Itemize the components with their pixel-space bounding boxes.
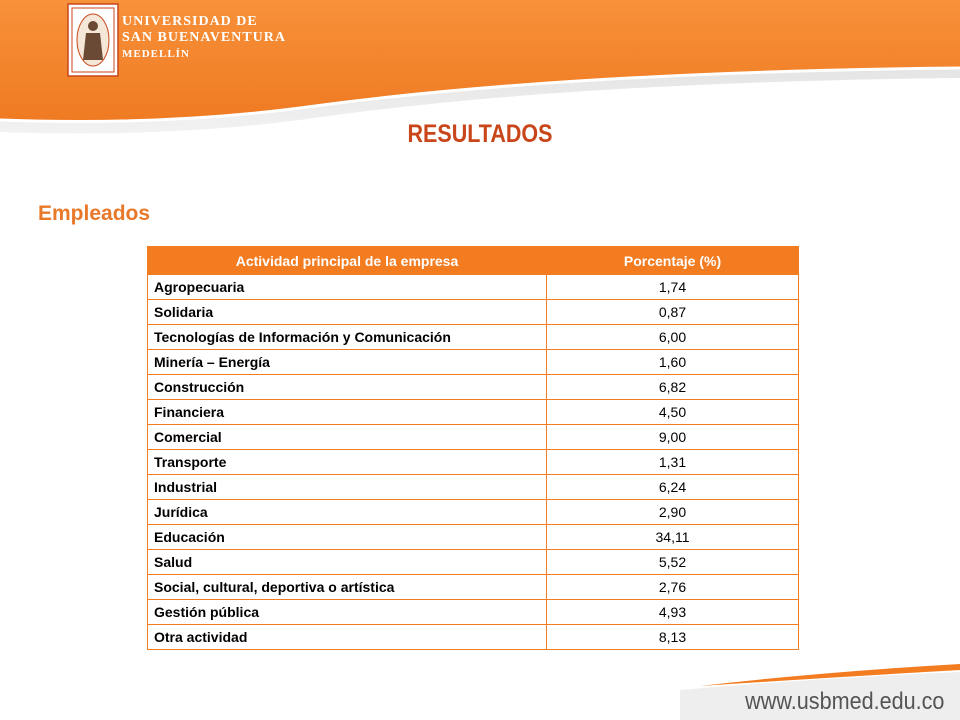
- percent-cell: 6,00: [547, 325, 799, 350]
- table-row: [148, 350, 799, 375]
- percent-cell: 6,24: [547, 475, 799, 500]
- table-row: [148, 450, 799, 475]
- activity-cell: Solidaria: [148, 300, 547, 325]
- activity-cell: Financiera: [148, 400, 547, 425]
- activity-cell: Otra actividad: [148, 625, 547, 650]
- table-row: [148, 275, 799, 300]
- table-row: [148, 400, 799, 425]
- table-row: [148, 525, 799, 550]
- percent-cell: 1,31: [547, 450, 799, 475]
- percent-cell: 2,90: [547, 500, 799, 525]
- percent-cell: 1,60: [547, 350, 799, 375]
- table-header-row: [148, 247, 799, 275]
- activity-cell: Tecnologías de Información y Comunicación: [148, 325, 547, 350]
- activity-cell: Salud: [148, 550, 547, 575]
- percent-cell: 6,82: [547, 375, 799, 400]
- percent-cell: 4,93: [547, 600, 799, 625]
- page-title: RESULTADOS: [407, 120, 553, 148]
- percent-cell: 34,11: [547, 525, 799, 550]
- table-row: [148, 300, 799, 325]
- activity-cell: Comercial: [148, 425, 547, 450]
- logo-line-3: MEDELLÍN: [122, 48, 190, 60]
- header-activity: Actividad principal de la empresa: [148, 247, 547, 275]
- activity-cell: Educación: [148, 525, 547, 550]
- university-name: [122, 14, 286, 62]
- percent-cell: 5,52: [547, 550, 799, 575]
- table-row: [148, 325, 799, 350]
- table-row: [148, 575, 799, 600]
- activity-cell: Industrial: [148, 475, 547, 500]
- percent-cell: 8,13: [547, 625, 799, 650]
- table-row: [148, 425, 799, 450]
- percent-cell: 1,74: [547, 275, 799, 300]
- section-subtitle: Empleados: [38, 202, 151, 225]
- logo-line-2: SAN BUENAVENTURA: [122, 30, 286, 45]
- percent-cell: 2,76: [547, 575, 799, 600]
- percent-cell: 0,87: [547, 300, 799, 325]
- table-row: [148, 550, 799, 575]
- activity-cell: Agropecuaria: [148, 275, 547, 300]
- university-seal: [68, 4, 118, 76]
- results-table: [147, 246, 799, 650]
- website-url: www.usbmed.edu.co: [744, 688, 944, 715]
- table-row: [148, 500, 799, 525]
- percent-cell: 9,00: [547, 425, 799, 450]
- table-row: [148, 600, 799, 625]
- logo-line-1: UNIVERSIDAD DE: [122, 14, 258, 29]
- table-row: [148, 625, 799, 650]
- percent-cell: 4,50: [547, 400, 799, 425]
- activity-cell: Minería – Energía: [148, 350, 547, 375]
- table-row: [148, 375, 799, 400]
- table-row: [148, 475, 799, 500]
- activity-cell: Transporte: [148, 450, 547, 475]
- activity-cell: Jurídica: [148, 500, 547, 525]
- header-percent: Porcentaje (%): [547, 247, 799, 275]
- activity-cell: Gestión pública: [148, 600, 547, 625]
- activity-cell: Construcción: [148, 375, 547, 400]
- activity-cell: Social, cultural, deportiva o artística: [148, 575, 547, 600]
